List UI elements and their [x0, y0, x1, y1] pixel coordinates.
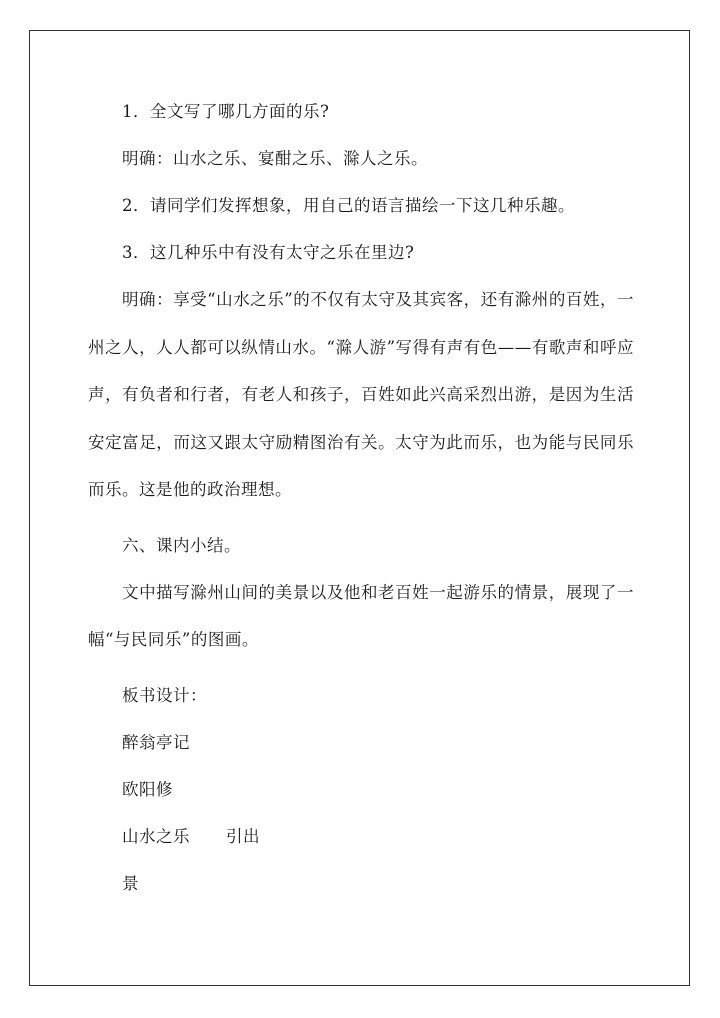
board-row-right: 引出 — [226, 826, 260, 846]
board-author: 欧阳修 — [122, 779, 173, 799]
answer-3: 明确：享受“山水之乐”的不仅有太守及其宾客，还有滁州的百姓，一州之人，人人都可以纵情山水。“滁人游”写得有声有色——有歌声和呼应声，有负者和行者，有老人和孩子，百姓如此兴高采烈出游，是因为生活安定富足，而这又跟太守励精图治有关。太守为此而乐，也为能与民同乐而乐。这是他的政治理想。 — [88, 290, 634, 499]
board-row — [88, 821, 634, 852]
board-design-label: 板书设计： — [122, 685, 207, 705]
question-2: 2．请同学们发挥想象，用自己的语言描绘一下这几种乐趣。 — [122, 196, 575, 215]
answer-1: 明确：山水之乐、宴酣之乐、滁人之乐。 — [122, 149, 428, 168]
summary-paragraph: 文中描写滁州山间的美景以及他和老百姓一起游乐的情景，展现了一幅“与民同乐”的图画。 — [88, 582, 634, 649]
board-row-left: 山水之乐 — [122, 826, 190, 846]
question-3: 3．这几种乐中有没有太守之乐在里边? — [122, 243, 415, 262]
board-title: 醉翁亭记 — [122, 732, 190, 752]
section-6-heading: 六、课内小结。 — [122, 535, 241, 555]
board-last-line: 景 — [122, 873, 139, 893]
question-1: 1．全文写了哪几方面的乐? — [122, 102, 330, 121]
document-body — [88, 96, 634, 915]
